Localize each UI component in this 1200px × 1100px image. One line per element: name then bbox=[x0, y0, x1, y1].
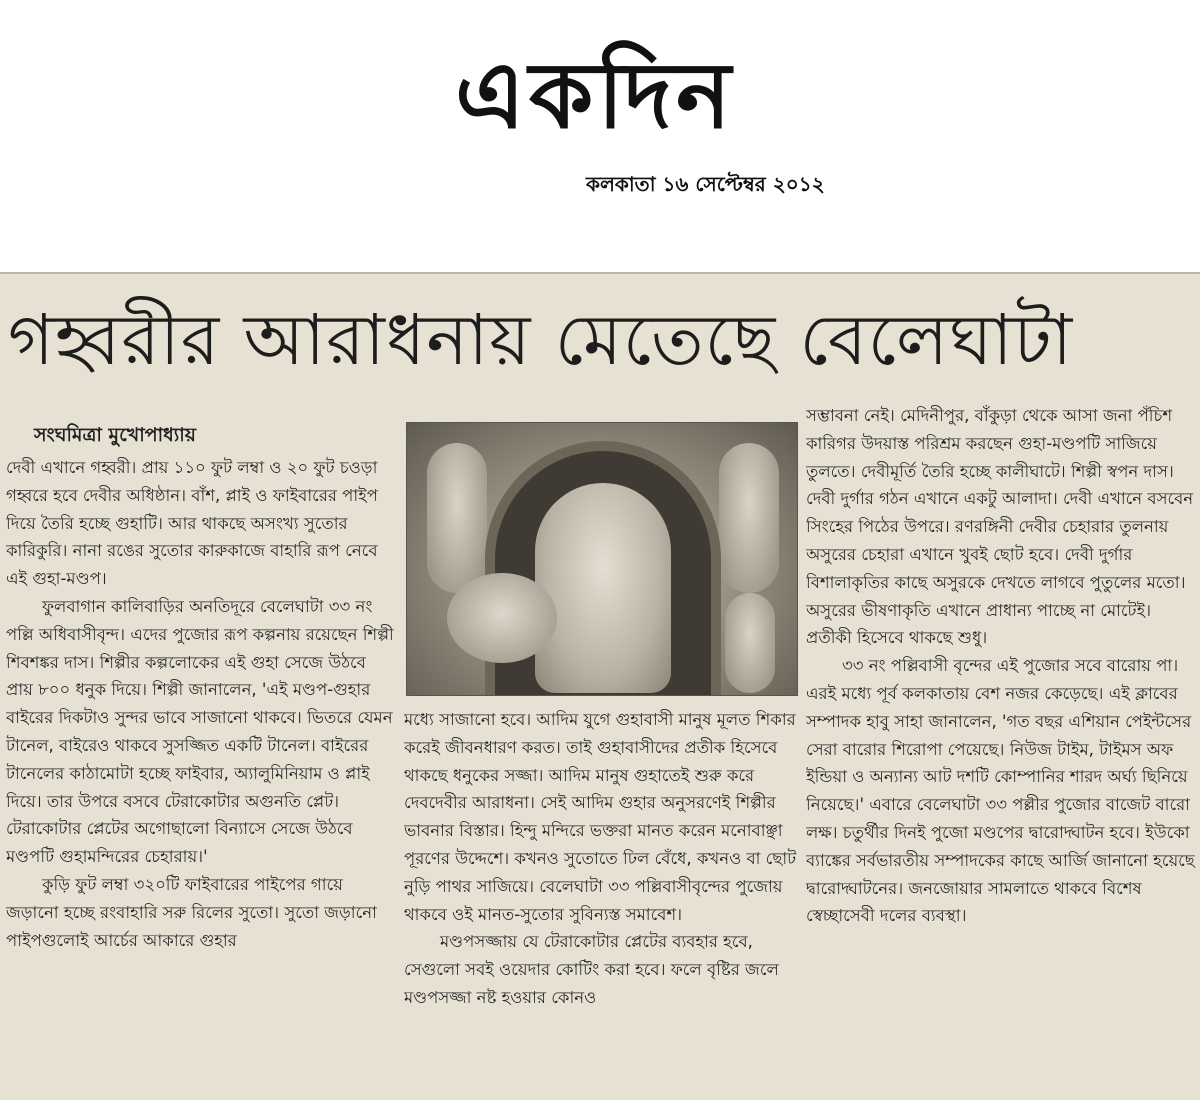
goddess-figure bbox=[535, 483, 671, 693]
article-byline: সংঘমিত্রা মুখোপাধ্যায় bbox=[34, 424, 196, 446]
paragraph: ৩৩ নং পল্লিবাসী বৃন্দের এই পুজোর সবে বারোয় পা। এরই মধ্যে পূর্ব কলকাতায় বেশ নজর কেড়েছে। এই ক্লাবের সম্পাদক হাবু সাহা জানালেন, 'গত বছর এশিয়ান পেইন্টসের সেরা বারোর শিরোপা পেয়েছে। নিউজ টাইম, টাইমস অফ ইন্ডিয়া ও অন্যান্য আট দশটি কোম্পানির শারদ অর্ঘ্য ছিনিয়ে নিয়েছে।' এবারে বেলেঘাটা ৩৩ পল্লীর পুজোর বাজেট বারো লক্ষ। চতুর্থীর দিনই পুজো মণ্ডপের দ্বারোদ্ঘাটন হবে। ইউকো ব্যাঙ্কের সর্বভারতীয় সম্পাদকের কাছে আর্জি জানানো হয়েছে দ্বারোদ্ঘাটনের। জনজোয়ার সামলাতে থাকবে বিশেষ স্বেচ্ছাসেবী দলের ব্যবস্থা। bbox=[806, 656, 1195, 926]
side-figure bbox=[427, 443, 487, 593]
paragraph: মণ্ডপসজ্জায় যে টেরাকোটার প্লেটের ব্যবহার হবে, সেগুলো সবই ওয়েদার কোটিং করা হবে। ফলে বৃষ্টির জলে মণ্ডপসজ্জা নষ্ট হওয়ার কোনও bbox=[404, 932, 779, 1007]
article-column-middle bbox=[404, 706, 800, 1099]
side-figure bbox=[719, 443, 779, 593]
newspaper-logo: একদিন bbox=[455, 41, 735, 149]
side-figure bbox=[725, 593, 775, 693]
lion-figure bbox=[447, 573, 557, 663]
article-column-right bbox=[806, 402, 1196, 1099]
newspaper-clipping bbox=[0, 272, 1200, 1100]
dateline: কলকাতা ১৬ সেপ্টেম্বর ২০১২ bbox=[586, 172, 825, 196]
paragraph: ফুলবাগান কালিবাড়ির অনতিদূরে বেলেঘাটা ৩৩ নং পল্লি অধিবাসীবৃন্দ। এদের পুজোর রূপ কল্পনায় রয়েছেন শিল্পী শিবশঙ্কর দাস। শিল্পীর কল্পলোকের এই গুহা সেজে উঠবে প্রায় ৮০০ ধনুক দিয়ে। শিল্পী জানালেন, 'এই মণ্ডপ-গুহার বাইরের দিকটাও সুন্দর ভাবে সাজানো থাকবে। ভিতরে যেমন টানেল, বাইরেও থাকবে সুসজ্জিত একটি টানেল। বাইরের টানেলের কাঠামোটা হচ্ছে ফাইবার, অ্যালুমিনিয়াম ও প্লাই দিয়ে। তার উপরে বসবে টেরাকোটার অগুনতি প্লেট। টেরাকোটার প্লেটের অগোছালো বিন্যাসে সেজে উঠবে মণ্ডপটি গুহামন্দিরের চেহারায়।' bbox=[6, 596, 394, 867]
paragraph: মধ্যে সাজানো হবে। আদিম যুগে গুহাবাসী মানুষ মূলত শিকার করেই জীবনধারণ করত। তাই গুহাবাসীদের প্রতীক হিসেবে থাকছে ধনুকের সজ্জা। আদিম মানুষ গুহাতেই শুরু করে দেবদেবীর আরাধনা। সেই আদিম গুহার অনুসরণেই শিল্পীর ভাবনার বিস্তার। হিন্দু মন্দিরে ভক্তরা মানত করেন মনোবাঞ্ছা পূরণের উদ্দেশে। কখনও সুতোতে ঢিল বেঁধে, কখনও বা ছোট নুড়ি পাথর সাজিয়ে। বেলেঘাটা ৩৩ পল্লিবাসীবৃন্দের পুজোয় থাকবে ওই মানত-সুতোর সুবিন্যস্ত সমাবেশ। bbox=[404, 710, 797, 924]
paragraph: সম্ভাবনা নেই। মেদিনীপুর, বাঁকুড়া থেকে আসা জনা পঁচিশ কারিগর উদয়াস্ত পরিশ্রম করছেন গুহা-মণ্ডপটি সাজিয়ে তুলতে। দেবীমূর্তি তৈরি হচ্ছে কালীঘাটে। শিল্পী স্বপন দাস। দেবী দুর্গার গঠন এখানে একটু আলাদা। দেবী এখানে বসবেন সিংহের পিঠের উপরে। রণরঙ্গিনী দেবীর চেহারার তুলনায় অসুরের চেহারা এখানে খুবই ছোট হবে। দেবী দুর্গার বিশালাকৃতির কাছে অসুরকে দেখতে লাগবে পুতুলের মতো। অসুরের ভীষণাকৃতি এখানে প্রাধান্য পাচ্ছে না মোটেই। প্রতীকী হিসেবে থাকছে শুধু। bbox=[806, 406, 1194, 648]
durga-idol-photo bbox=[406, 422, 798, 696]
article-headline: গহ্বরীর আরাধনায় মেতেছে বেলেঘাটা bbox=[8, 299, 1074, 381]
article-column-left bbox=[6, 454, 394, 1099]
masthead bbox=[0, 0, 1200, 270]
paragraph: কুড়ি ফুট লম্বা ৩২০টি ফাইবারের পাইপের গায়ে জড়ানো হচ্ছে রংবাহারি সরু রিলের সুতো। সুতো জড়ানো পাইপগুলোই আর্চের আকারে গুহার bbox=[6, 874, 377, 950]
paragraph: দেবী এখানে গহ্বরী। প্রায় ১১০ ফুট লম্বা ও ২০ ফুট চওড়া গহ্বরে হবে দেবীর অধিষ্ঠান। বাঁশ, প্লাই ও ফাইবারের পাইপ দিয়ে তৈরি হচ্ছে গুহাটি। আর থাকছে অসংখ্য সুতোর কারিকুরি। নানা রঙের সুতোর কারুকাজে বাহারি রূপ নেবে এই গুহা-মণ্ডপ। bbox=[6, 458, 378, 589]
